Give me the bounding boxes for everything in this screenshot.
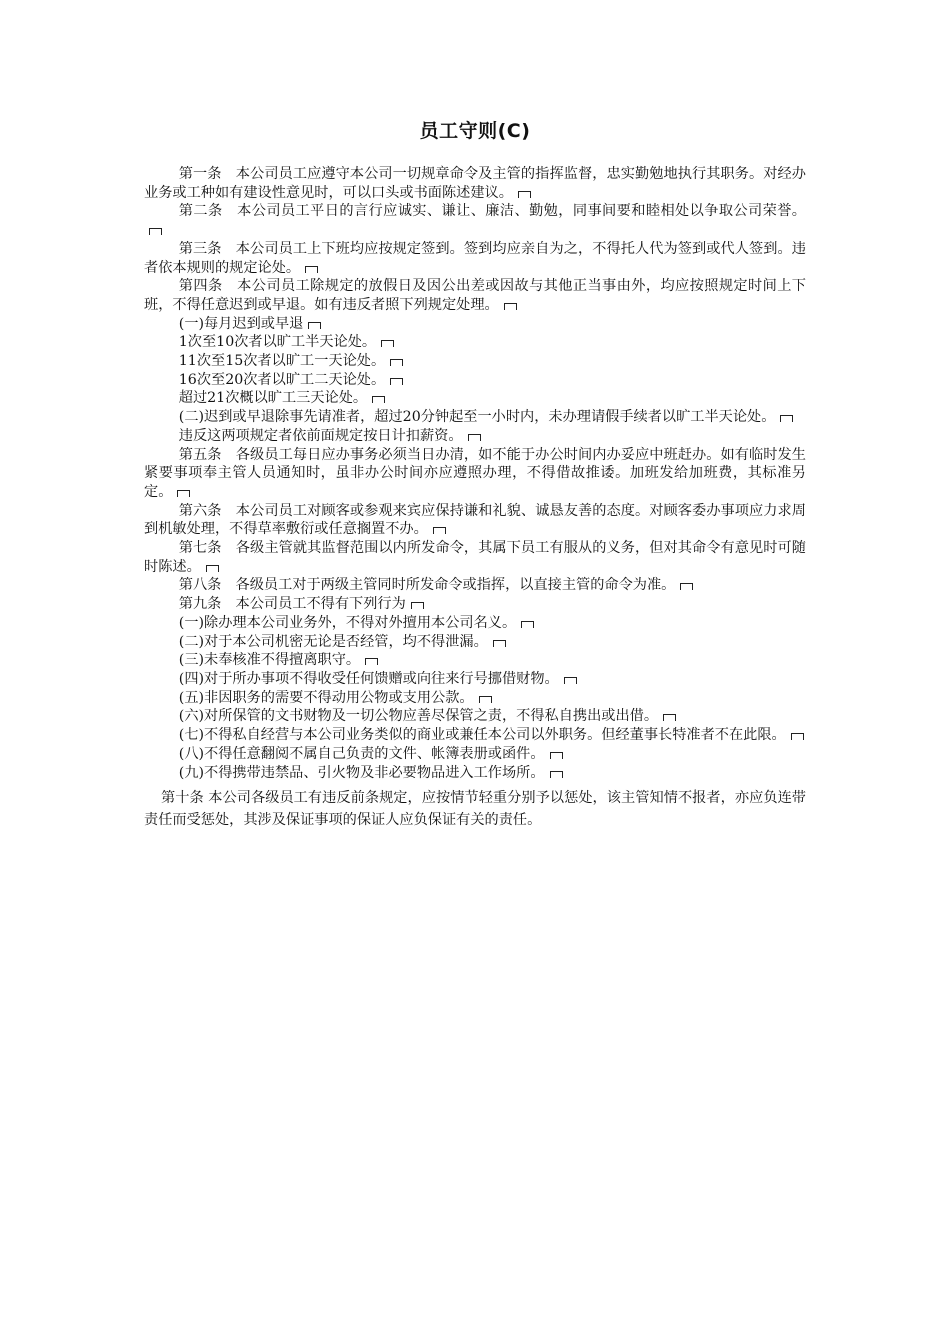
paragraph — [144, 333, 806, 352]
paragraph-text: 第八条 各级员工对于两级主管同时所发命令或指挥，以直接主管的命令为准。 — [178, 577, 676, 594]
paragraph-mark-icon — [305, 266, 318, 273]
paragraph — [144, 352, 806, 371]
paragraph-text: 第九条 本公司员工不得有下列行为 — [178, 596, 406, 613]
paragraph — [144, 614, 806, 633]
paragraph-mark-icon — [177, 490, 190, 497]
paragraph-mark-icon — [206, 565, 219, 572]
paragraph — [144, 427, 806, 446]
paragraph-mark-icon — [468, 434, 481, 441]
paragraph-mark-icon — [663, 714, 676, 721]
paragraph-text: (六)对所保管的文书财物及一切公物应善尽保管之责，不得私自携出或出借。 — [178, 708, 659, 725]
paragraph — [144, 726, 806, 745]
paragraph — [144, 371, 806, 390]
paragraph-mark-icon — [504, 303, 517, 310]
paragraph-text: 16次至20次者以旷工二天论处。 — [178, 371, 386, 388]
paragraph-mark-icon — [564, 677, 577, 684]
paragraph-mark-icon — [791, 733, 804, 740]
paragraph-mark-icon — [433, 527, 446, 534]
paragraph-text: (五)非因职务的需要不得动用公物或支用公款。 — [178, 689, 474, 706]
paragraph-mark-icon — [550, 752, 563, 759]
paragraph-mark-icon — [390, 359, 403, 366]
paragraph — [144, 539, 806, 576]
paragraph — [144, 202, 806, 239]
paragraph-text: 超过21次概以旷工三天论处。 — [178, 390, 368, 407]
paragraph-mark-icon — [411, 602, 424, 609]
paragraph — [144, 315, 806, 334]
paragraph — [144, 633, 806, 652]
paragraph-mark-icon — [550, 771, 563, 778]
paragraph — [144, 502, 806, 539]
document-title: 员工守则(C) — [419, 120, 531, 142]
paragraph — [144, 165, 806, 202]
paragraph-mark-icon — [521, 621, 534, 628]
paragraph — [144, 277, 806, 314]
paragraph — [144, 745, 806, 764]
paragraph-mark-icon — [493, 640, 506, 647]
paragraph-text: (一)除办理本公司业务外，不得对外擅用本公司名义。 — [178, 614, 517, 631]
paragraph-mark-icon — [680, 583, 693, 590]
paragraph-text: 第一条 本公司员工应遵守本公司一切规章命令及主管的指挥监督，忠实勤勉地执行其职务。对经办业务或工种如有建设性意见时，可以口头或书面陈述建议。 — [144, 166, 806, 201]
paragraph-mark-icon — [780, 415, 793, 422]
paragraph — [144, 707, 806, 726]
paragraph-mark-icon — [390, 378, 403, 385]
paragraph-text: 第七条 各级主管就其监督范围以内所发命令，其属下员工有服从的义务，但对其命令有意见时可随时陈述。 — [144, 540, 806, 575]
paragraph-text: (二)对于本公司机密无论是否经管，均不得泄漏。 — [178, 633, 488, 650]
paragraph-text: 1次至10次者以旷工半天论处。 — [178, 334, 377, 351]
paragraph-mark-icon — [479, 696, 492, 703]
paragraph-text: 第二条 本公司员工平日的言行应诚实、谦让、廉洁、勤勉，同事间要和睦相处以争取公司荣誉。 — [178, 203, 806, 220]
paragraph-text: 第四条 本公司员工除规定的放假日及因公出差或因故与其他正当事由外，均应按照规定时间上下班，不得任意迟到或早退。如有违反者照下列规定处理。 — [144, 278, 806, 313]
paragraph — [144, 689, 806, 708]
paragraph — [144, 787, 806, 831]
paragraph-text: 违反这两项规定者依前面规定按日计扣薪资。 — [178, 427, 463, 444]
paragraph-mark-icon — [149, 228, 162, 235]
paragraph-mark-icon — [381, 340, 394, 347]
paragraph-text: 11次至15次者以旷工一天论处。 — [178, 353, 386, 370]
paragraph-text: (七)不得私自经营与本公司业务类似的商业或兼任本公司以外职务。但经董事长特准者不在此限。 — [178, 727, 786, 744]
paragraph — [144, 576, 806, 595]
paragraph-text: (九)不得携带违禁品、引火物及非必要物品进入工作场所。 — [178, 764, 545, 781]
paragraph — [144, 389, 806, 408]
paragraph-text: (八)不得任意翻阅不属自己负责的文件、帐簿表册或函件。 — [178, 745, 545, 762]
paragraph — [144, 595, 806, 614]
paragraph-mark-icon — [365, 658, 378, 665]
paragraph — [144, 446, 806, 502]
paragraph — [144, 764, 806, 783]
paragraph-text: 第五条 各级员工每日应办事务必须当日办清，如不能于办公时间内办妥应中班赶办。如有临时发生紧要事项奉主管人员通知时，虽非办公时间亦应遵照办理，不得借故推诿。加班发给加班费，其标准另定。 — [144, 446, 806, 500]
paragraph-text: 第十条 本公司各级员工有违反前条规定，应按情节轻重分别予以惩处，该主管知情不报者，亦应负连带责任而受惩处，其涉及保证事项的保证人应负保证有关的责任。 — [144, 790, 806, 829]
paragraph — [144, 408, 806, 427]
paragraph-text: (四)对于所办事项不得收受任何馈赠或向往来行号挪借财物。 — [178, 670, 559, 687]
paragraph-text: (三)未奉核准不得擅离职守。 — [178, 652, 361, 669]
paragraph-mark-icon — [372, 396, 385, 403]
document-body — [144, 165, 806, 831]
paragraph — [144, 670, 806, 689]
paragraph-mark-icon — [308, 322, 321, 329]
paragraph — [144, 651, 806, 670]
paragraph-text: (二)迟到或早退除事先请准者，超过20分钟起至一小时内，未办理请假手续者以旷工半天论处。 — [178, 409, 776, 426]
paragraph — [144, 240, 806, 277]
paragraph-text: 第三条 本公司员工上下班均应按规定签到。签到均应亲自为之，不得托人代为签到或代人签到。违者依本规则的规定论处。 — [144, 240, 806, 276]
paragraph-text: 第六条 本公司员工对顾客或参观来宾应保持谦和礼貌、诚恳友善的态度。对顾客委办事项应力求周到机敏处理，不得草率敷衍或任意搁置不办。 — [144, 502, 806, 538]
paragraph-text: (一)每月迟到或早退 — [178, 315, 304, 332]
paragraph-mark-icon — [518, 191, 531, 198]
